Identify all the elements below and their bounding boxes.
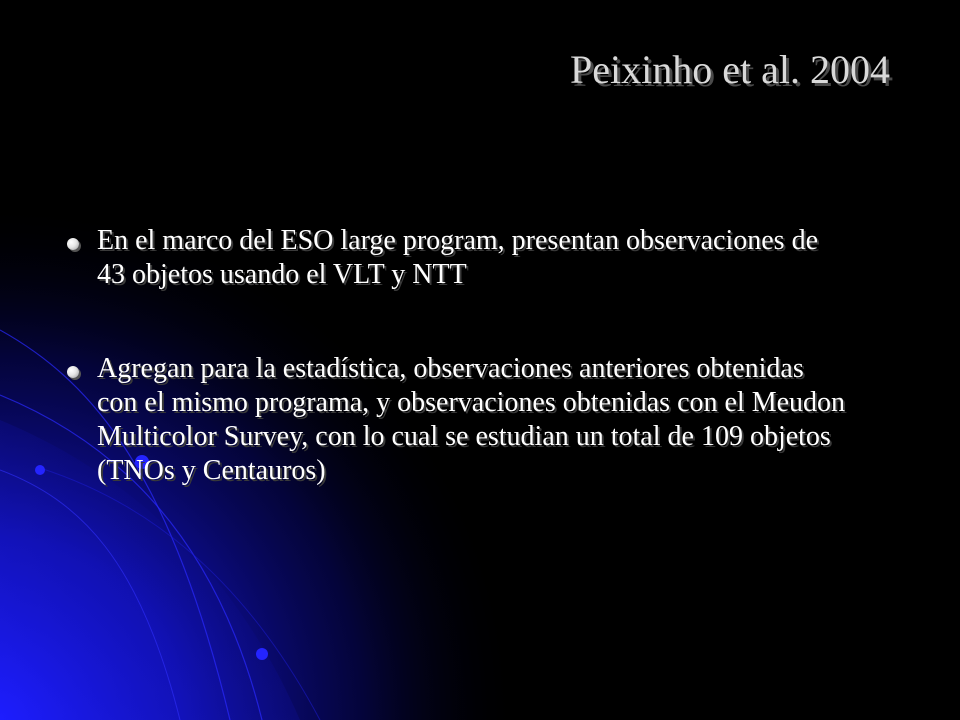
bullet-text: En el marco del ESO large program, presentan observaciones de 43 objetos usando el VLT y NTT bbox=[97, 225, 818, 290]
node-dot bbox=[256, 648, 268, 660]
bullet-text: Agregan para la estadística, observaciones anteriores obtenidas con el mismo programa, y observaciones obtenidas con el Meudon Multicolor Survey, con lo cual se estudian un total de 109 objetos (TNOs y Centauros) bbox=[97, 353, 846, 486]
bullet-item bbox=[60, 224, 850, 292]
slide-title: Peixinho et al. 2004 bbox=[570, 47, 890, 92]
bullet-list bbox=[60, 224, 850, 488]
node-dot bbox=[35, 465, 45, 475]
bullet-dot-icon bbox=[67, 366, 79, 378]
bullet-dot-icon bbox=[67, 238, 79, 250]
bullet-item bbox=[60, 352, 850, 488]
